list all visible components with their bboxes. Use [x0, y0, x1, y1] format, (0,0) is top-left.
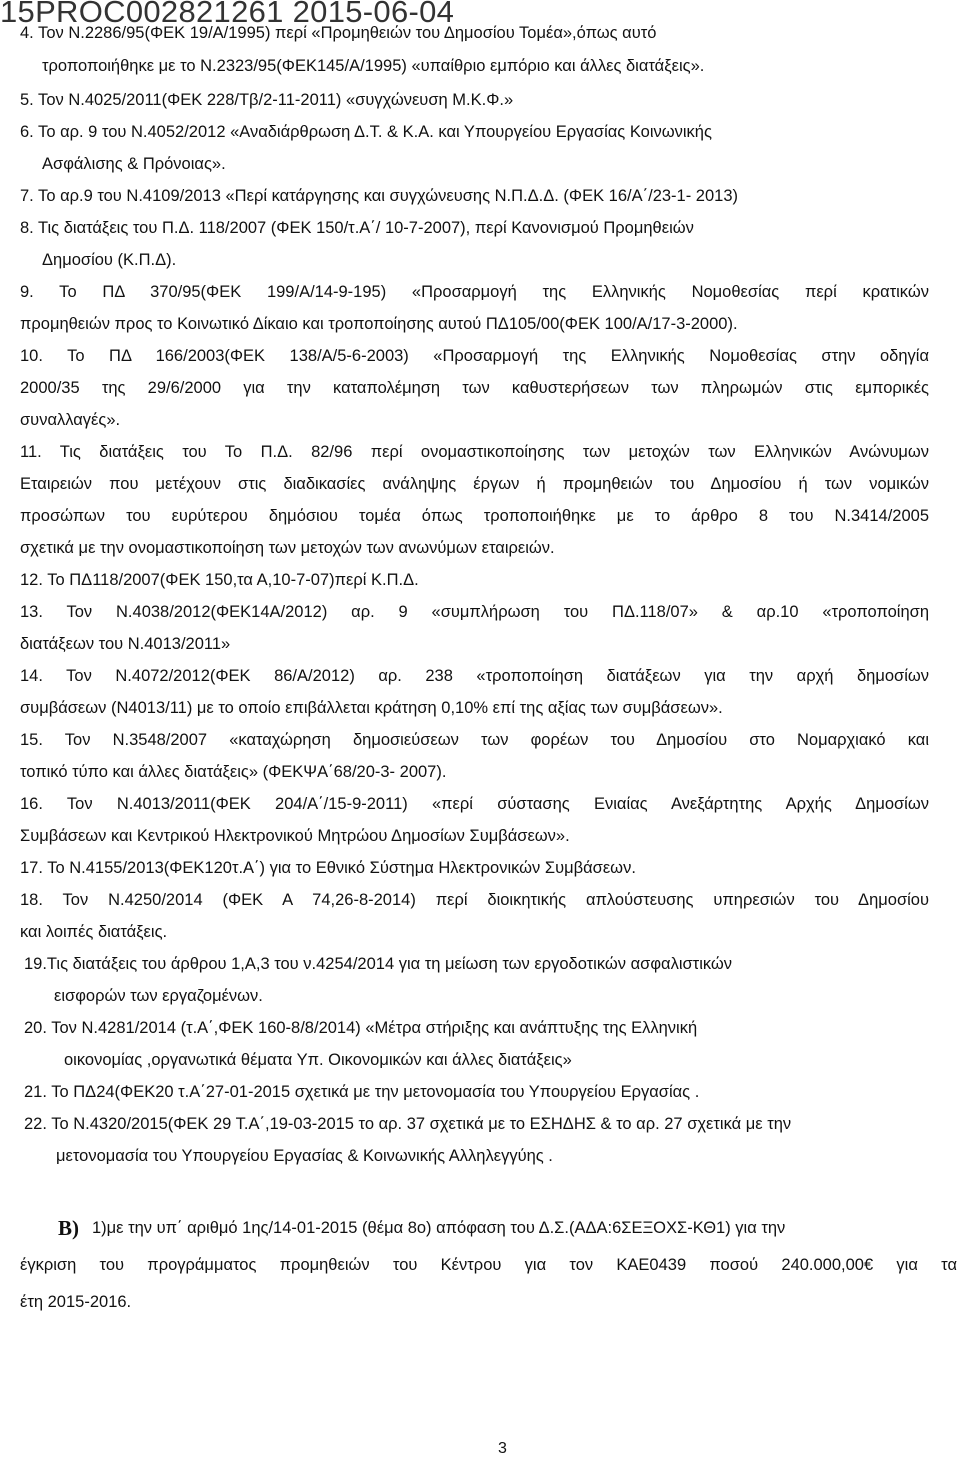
- law-item-20-line-2: οικονομίας ,οργανωτικά θέματα Υπ. Οικονομικών και άλλες διατάξεις»: [64, 1051, 572, 1069]
- law-item-5: 5. Τον Ν.4025/2011(ΦΕΚ 228/Τβ/2-11-2011) «συγχώνευση Μ.Κ.Φ.»: [20, 91, 514, 109]
- law-item-8-line-1: 8. Τις διατάξεις του Π.Δ. 118/2007 (ΦΕΚ 150/τ.Α΄/ 10-7-2007), περί Κανονισμού Προμηθειών: [20, 219, 694, 237]
- law-item-15-line-1: 15. Τον Ν.3548/2007 «καταχώρηση δημοσιεύσεων των φορέων του Δημοσίου στο Νομαρχιακό και: [20, 731, 929, 749]
- law-item-14-line-1: 14. Τον Ν.4072/2012(ΦΕΚ 86/Α/2012) αρ. 238 «τροποποίηση διατάξεων για την αρχή δημοσίων: [20, 667, 929, 685]
- law-item-6-line-2: Ασφάλισης & Πρόνοιας».: [42, 155, 226, 173]
- law-item-15-line-2: τοπικό τύπο και άλλες διατάξεις» (ΦΕΚΨΑ΄68/20-3- 2007).: [20, 763, 447, 781]
- law-item-11-line-3: προσώπων του ευρύτερου δημόσιου τομέα όπως τροποποιήθηκε με το άρθρο 8 του Ν.3414/2005: [20, 507, 929, 525]
- document-id-stamp: 15PROC002821261 2015-06-04: [0, 0, 455, 29]
- law-item-10-line-3: συναλλαγές».: [20, 411, 121, 429]
- law-item-9-line-1: 9. Το ΠΔ 370/95(ΦΕΚ 199/Α/14-9-195) «Προσαρμογή της Ελληνικής Νομοθεσίας περί κρατικών: [20, 283, 929, 301]
- law-item-12: 12. Το ΠΔ118/2007(ΦΕΚ 150,τα Α,10-7-07)περί Κ.Π.Δ.: [20, 571, 419, 589]
- law-item-13-line-1: 13. Τον Ν.4038/2012(ΦΕΚ14Α/2012) αρ. 9 «συμπλήρωση του ΠΔ.118/07» & αρ.10 «τροποποίηση: [20, 603, 929, 621]
- law-item-11-line-1: 11. Τις διατάξεις του Το Π.Δ. 82/96 περί ονομαστικοποίησης των μετοχών των Ελληνικών Ανώνυμων: [20, 443, 929, 461]
- law-item-17: 17. Το Ν.4155/2013(ΦΕΚ120τ.Α΄) για το Εθνικό Σύστημα Ηλεκτρονικών Συμβάσεων.: [20, 859, 636, 877]
- law-item-19-line-2: εισφορών των εργαζομένων.: [54, 987, 263, 1005]
- law-item-10-line-1: 10. Το ΠΔ 166/2003(ΦΕΚ 138/Α/5-6-2003) «Προσαρμογή της Ελληνικής Νομοθεσίας στην οδηγία: [20, 347, 929, 365]
- law-item-4-line-1: 4. Τον Ν.2286/95(ΦΕΚ 19/Α/1995) περί «Προμηθειών του Δημοσίου Τομέα»,όπως αυτό: [20, 24, 657, 42]
- law-item-21: 21. Το ΠΔ24(ΦΕΚ20 τ.Α΄27-01-2015 σχετικά με την μετονομασία του Υπουργείου Εργασίας .: [24, 1083, 700, 1101]
- law-item-11-line-4: σχετικά με την ονομαστικοποίηση των μετοχών των ανωνύμων εταιρειών.: [20, 539, 555, 557]
- law-item-20-line-1: 20. Τον Ν.4281/2014 (τ.Α΄,ΦΕΚ 160-8/8/2014) «Μέτρα στήριξης και ανάπτυξης της Ελληνική: [24, 1019, 698, 1037]
- section-b-line-3: έτη 2015-2016.: [20, 1293, 132, 1311]
- law-item-4-line-2: τροποποιήθηκε με το Ν.2323/95(ΦΕΚ145/Α/1995) «υπαίθριο εμπόριο και άλλες διατάξεις».: [42, 57, 705, 75]
- law-item-19-line-1: 19.Τις διατάξεις του άρθρου 1,Α,3 του ν.4254/2014 για τη μείωση των εργοδοτικών ασφαλιστικών: [24, 955, 733, 973]
- law-item-10-line-2: 2000/35 της 29/6/2000 για την καταπολέμηση των καθυστερήσεων των πληρωμών στις εμπορικές: [20, 379, 929, 397]
- law-item-22-line-1: 22. Το Ν.4320/2015(ΦΕΚ 29 Τ.Α΄,19-03-2015 το αρ. 37 σχετικά με το ΕΣΗΔΗΣ & το αρ. 27 σχετικά με την: [24, 1115, 792, 1133]
- section-b-label: Β): [58, 1216, 79, 1240]
- law-item-18-line-2: και λοιπές διατάξεις.: [20, 923, 168, 941]
- law-item-6-line-1: 6. Το αρ. 9 του Ν.4052/2012 «Αναδιάρθρωση Δ.Τ. & Κ.Α. και Υπουργείου Εργασίας Κοινωνικής: [20, 123, 712, 141]
- law-item-18-line-1: 18. Τον Ν.4250/2014 (ΦΕΚ Α 74,26-8-2014) περί διοικητικής απλούστευσης υπηρεσιών του Δημοσίου: [20, 891, 929, 909]
- section-b-line-2: έγκριση του προγράμματος προμηθειών του Κέντρου για τον ΚΑΕ0439 ποσού 240.000,00€ για τα: [20, 1256, 957, 1274]
- law-item-8-line-2: Δημοσίου (Κ.Π.Δ).: [42, 251, 177, 269]
- law-item-11-line-2: Εταιρειών που μετέχουν στις διαδικασίες ανάληψης έργων ή προμηθειών του Δημοσίου ή των νομικών: [20, 475, 929, 493]
- law-item-16-line-2: Συμβάσεων και Κεντρικού Ηλεκτρονικού Μητρώου Δημοσίων Συμβάσεων».: [20, 827, 570, 845]
- law-item-13-line-2: διατάξεων του Ν.4013/2011»: [20, 635, 231, 653]
- law-item-9-line-2: προμηθειών προς το Κοινωτικό Δίκαιο και τροποποίησης αυτού ΠΔ105/00(ΦΕΚ 100/Α/17-3-2000).: [20, 315, 738, 333]
- law-item-16-line-1: 16. Τον Ν.4013/2011(ΦΕΚ 204/Α΄/15-9-2011) «περί σύστασης Ενιαίας Ανεξάρτητης Αρχής Δημοσίων: [20, 795, 929, 813]
- law-item-22-line-2: μετονομασία του Υπουργείου Εργασίας & Κοινωνικής Αλληλεγγύης .: [56, 1147, 553, 1165]
- law-item-14-line-2: συμβάσεων (Ν4013/11) με το οποίο επιβάλλεται κράτηση 0,10% επί της αξίας των συμβάσεων».: [20, 699, 723, 717]
- section-b-line-1: 1)με την υπ΄ αριθμό 1ης/14-01-2015 (θέμα 8ο) απόφαση του Δ.Σ.(ΑΔΑ:6ΣΕΞΟΧΣ-ΚΘ1) για την: [92, 1219, 786, 1237]
- law-item-7: 7. Το αρ.9 του Ν.4109/2013 «Περί κατάργησης και συγχώνευσης Ν.Π.Δ.Δ. (ΦΕΚ 16/Α΄/23-1- 2013): [20, 187, 738, 205]
- page-number: 3: [498, 1440, 507, 1457]
